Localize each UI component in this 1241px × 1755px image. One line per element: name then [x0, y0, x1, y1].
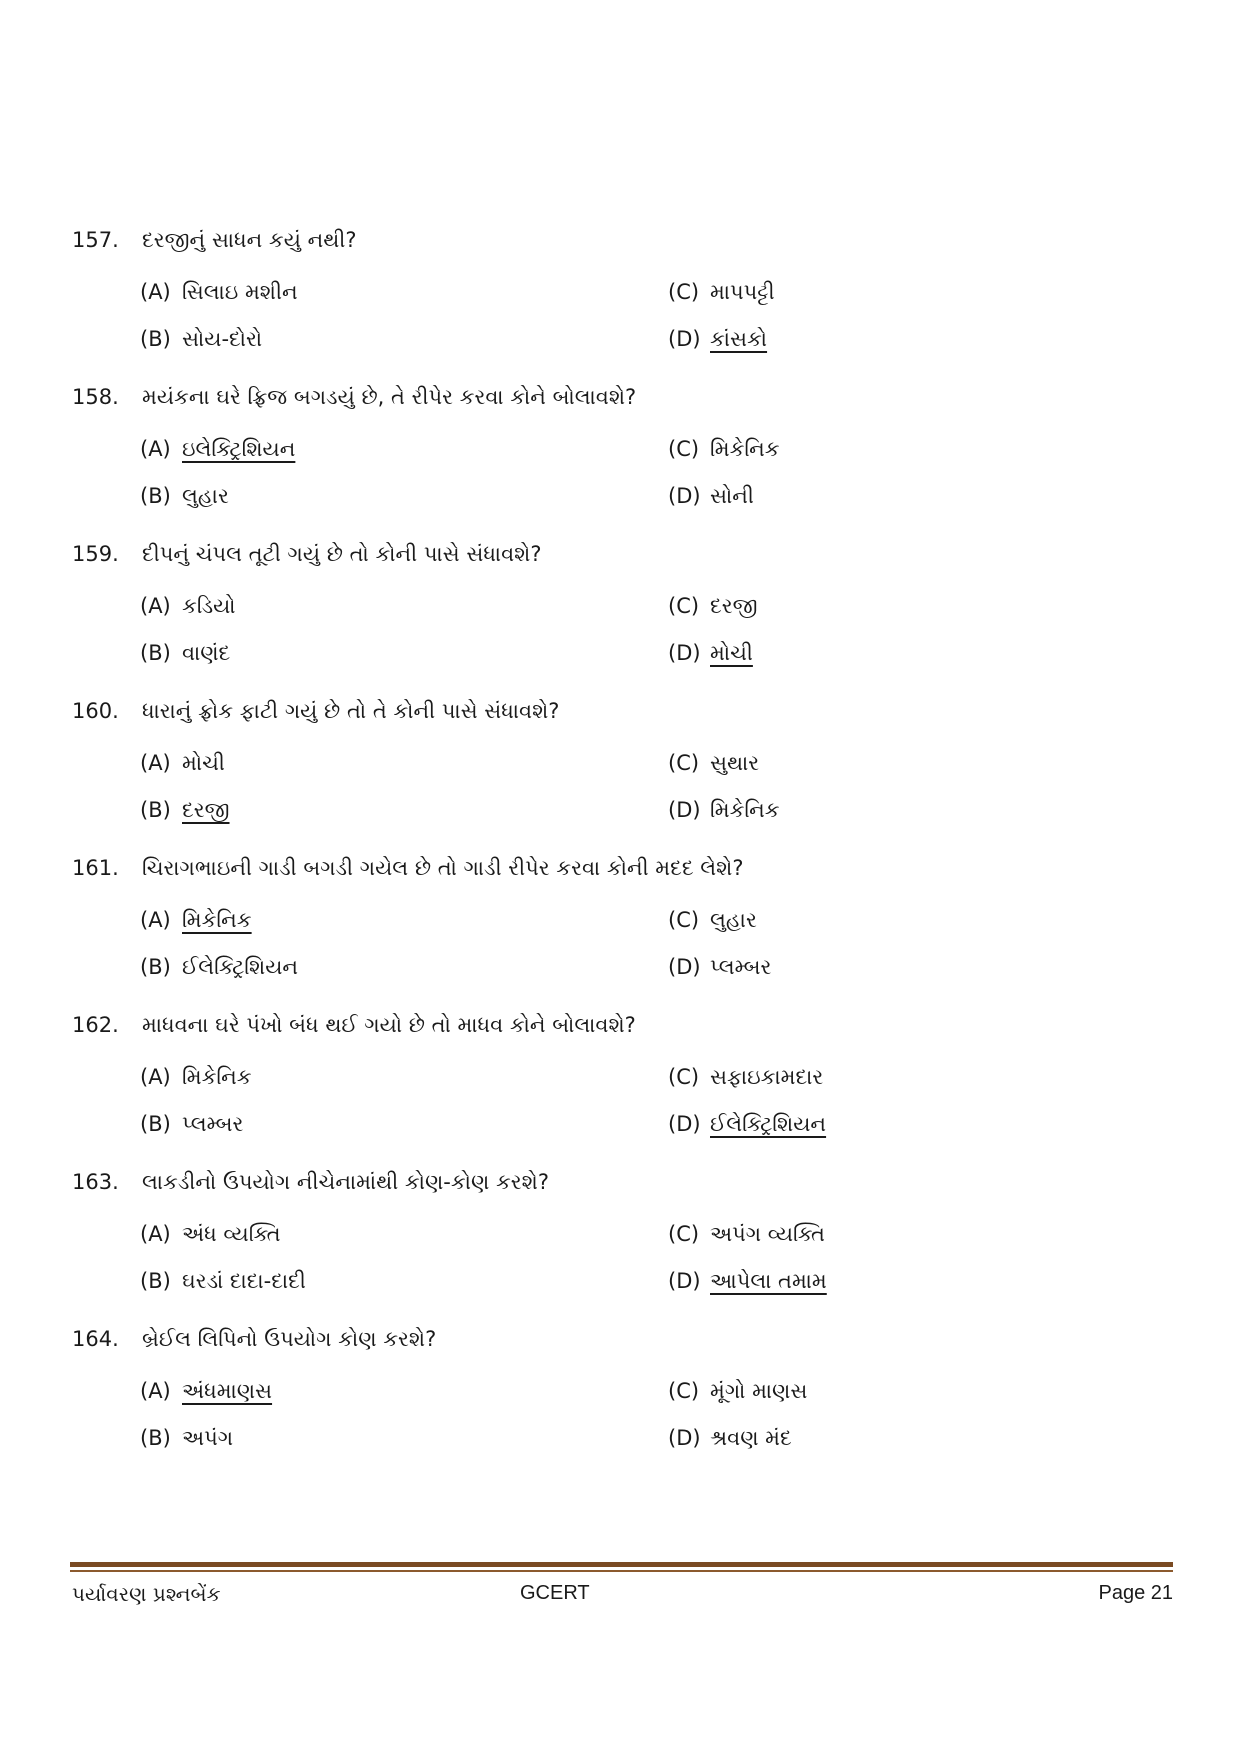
option-b: (B) પ્લમ્બર: [140, 1112, 244, 1136]
question-160: [72, 699, 1172, 849]
question-number: 157.: [72, 228, 119, 252]
question-text: દરજીનું સાધન કયું નથી?: [142, 228, 357, 252]
question-text-line: [72, 1327, 436, 1352]
question-text-line: [72, 228, 357, 253]
question-text: ચિરાગભાઇની ગાડી બગડી ગયેલ છે તો ગાડી રીપેર કરવા કોની મદદ લેશે?: [142, 856, 744, 880]
option-a: (A) મિકેનિક: [140, 1065, 252, 1089]
question-text: મયંકના ઘરે ફ્રિજ બગડયું છે, તે રીપેર કરવા કોને બોલાવશે?: [142, 385, 637, 409]
question-number: 160.: [72, 699, 119, 723]
question-162: [72, 1013, 1172, 1163]
question-number: 162.: [72, 1013, 119, 1037]
option-c: (C) લુહાર: [668, 908, 757, 932]
footer-page-number: Page 21: [1098, 1582, 1173, 1604]
question-text: ધારાનું ફ્રોક ફાટી ગયું છે તો તે કોની પાસે સંધાવશે?: [142, 699, 560, 723]
question-number: 161.: [72, 856, 119, 880]
option-d: (D) પ્લમ્બર: [668, 955, 772, 979]
question-text-line: [72, 1013, 636, 1038]
option-d: (D) કાંસકો: [668, 327, 768, 351]
option-a: (A) કડિયો: [140, 594, 236, 618]
question-159: [72, 542, 1172, 692]
question-text-line: [72, 699, 559, 724]
option-b: (B) સોય-દોરો: [140, 327, 263, 351]
question-text: બ્રેઈલ લિપિનો ઉપયોગ કોણ કરશે?: [142, 1327, 437, 1351]
option-d: (D) શ્રવણ મંદ: [668, 1426, 792, 1450]
option-d: (D) મોચી: [668, 641, 753, 665]
question-text: લાકડીનો ઉપયોગ નીચેનામાંથી કોણ-કોણ કરશે?: [142, 1170, 549, 1194]
question-163: [72, 1170, 1172, 1320]
option-c: (C) અપંગ વ્યક્તિ: [668, 1222, 825, 1246]
option-b: (B) ઈલેક્ટ્રિશિયન: [140, 955, 299, 979]
option-b: (B) અપંગ: [140, 1426, 234, 1450]
question-158: [72, 385, 1172, 535]
footer-book-title: પર્યાવરણ પ્રશ્નબેંક: [72, 1582, 221, 1606]
question-number: 163.: [72, 1170, 119, 1194]
question-text-line: [72, 1170, 549, 1195]
option-c: (C) માપપટ્ટી: [668, 280, 775, 304]
question-number: 164.: [72, 1327, 119, 1351]
option-c: (C) મિકેનિક: [668, 437, 780, 461]
option-d: (D) મિકેનિક: [668, 798, 780, 822]
option-a: (A) અંધમાણસ: [140, 1379, 273, 1403]
option-d: (D) આપેલા તમામ: [668, 1269, 827, 1293]
option-b: (B) દરજી: [140, 798, 230, 822]
option-b: (B) લુહાર: [140, 484, 229, 508]
option-d: (D) ઈલેક્ટ્રિશિયન: [668, 1112, 827, 1136]
option-a: (A) મિકેનિક: [140, 908, 252, 932]
option-b: (B) વાણંદ: [140, 641, 231, 665]
option-a: (A) સિલાઇ મશીન: [140, 280, 298, 304]
option-b: (B) ઘરડાં દાદા-દાદી: [140, 1269, 306, 1293]
question-157: [72, 228, 1172, 378]
question-number: 159.: [72, 542, 119, 566]
option-c: (C) મૂંગો માણસ: [668, 1379, 808, 1403]
question-number: 158.: [72, 385, 119, 409]
question-164: [72, 1327, 1172, 1477]
option-a: (A) ઇલેક્ટ્રિશિયન: [140, 437, 296, 461]
footer-publisher: GCERT: [520, 1582, 590, 1604]
option-a: (A) અંધ વ્યક્તિ: [140, 1222, 281, 1246]
option-c: (C) સફાઇકામદાર: [668, 1065, 824, 1089]
question-text-line: [72, 385, 636, 410]
footer-divider-thin: [70, 1570, 1173, 1572]
question-text: દીપનું ચંપલ તૂટી ગયું છે તો કોની પાસે સંધાવશે?: [142, 542, 542, 566]
question-text-line: [72, 856, 743, 881]
question-text-line: [72, 542, 542, 567]
question-161: [72, 856, 1172, 1006]
option-a: (A) મોચી: [140, 751, 225, 775]
option-c: (C) દરજી: [668, 594, 758, 618]
footer-divider: [70, 1562, 1173, 1567]
question-text: માધવના ઘરે પંખો બંધ થઈ ગયો છે તો માધવ કોને બોલાવશે?: [142, 1013, 636, 1037]
option-c: (C) સુથાર: [668, 751, 760, 775]
option-d: (D) સોની: [668, 484, 754, 508]
